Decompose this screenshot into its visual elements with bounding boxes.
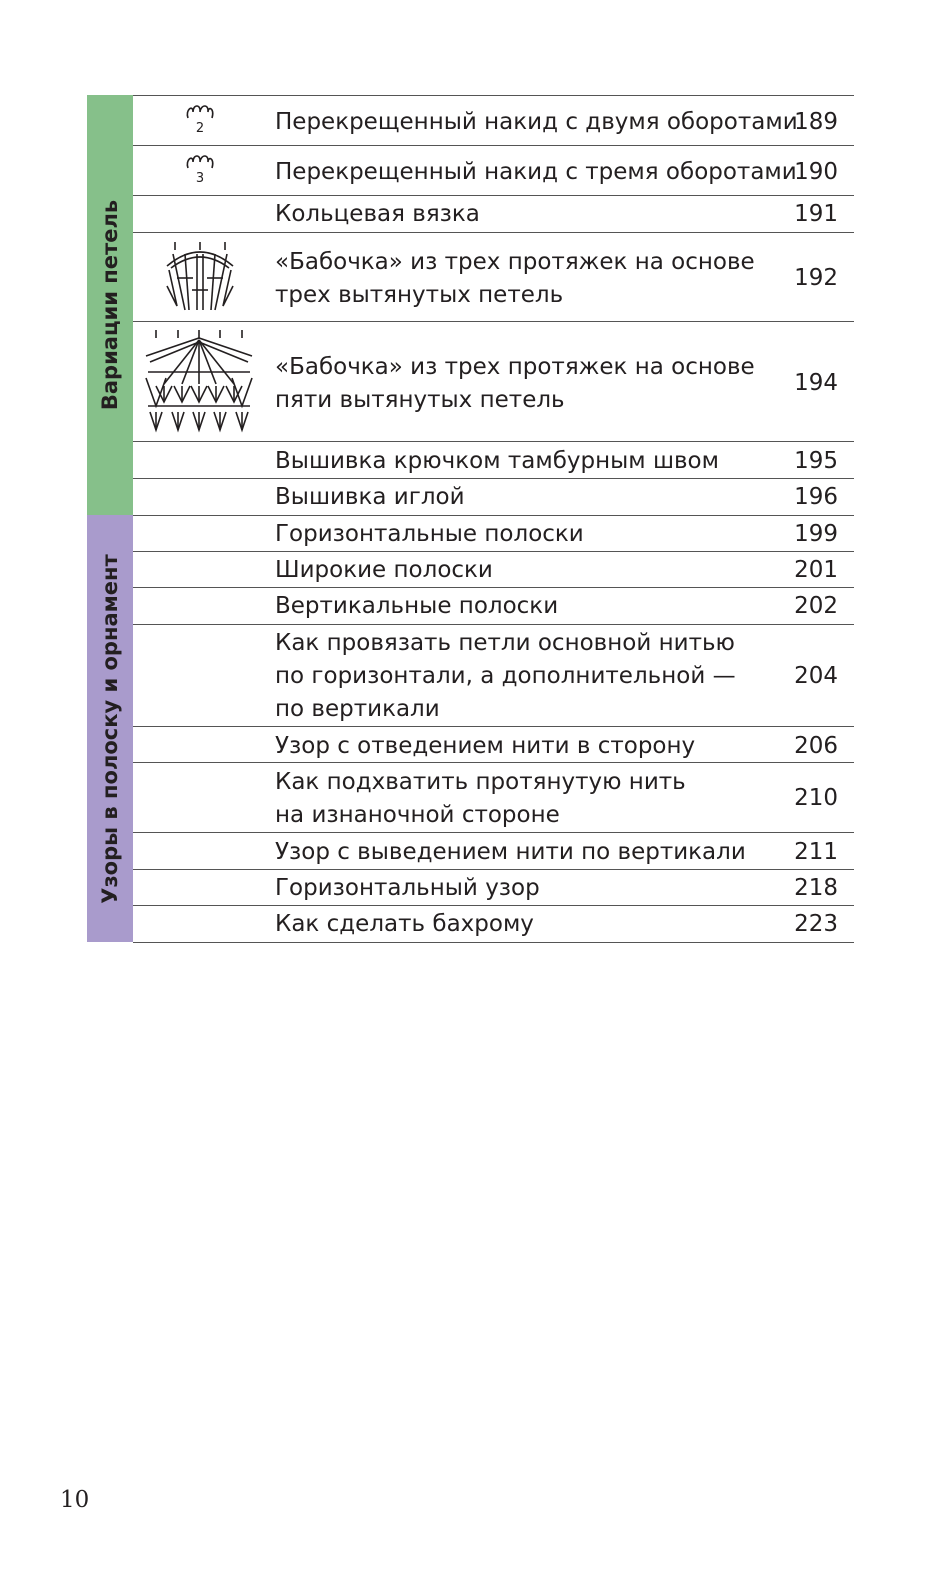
row-title: Горизонтальный узор bbox=[275, 875, 540, 901]
table-rule bbox=[133, 942, 854, 943]
row-title: Вышивка иглой bbox=[275, 484, 465, 510]
row-page: 192 bbox=[794, 265, 838, 291]
row-title: Вышивка крючком тамбурным швом bbox=[275, 448, 719, 474]
row-title: Как подхватить протянутую нить на изнаночной стороне bbox=[275, 769, 686, 828]
twisted-yarn-over-2-icon bbox=[184, 100, 216, 122]
table-rule bbox=[133, 95, 854, 96]
page-number: 10 bbox=[60, 1487, 90, 1513]
row-page: 211 bbox=[794, 839, 838, 865]
row-title: Вертикальные полоски bbox=[275, 593, 559, 619]
row-title: Кольцевая вязка bbox=[275, 201, 480, 227]
icon-turn-count: 3 bbox=[195, 171, 205, 186]
row-page: 195 bbox=[794, 448, 838, 474]
table-rule bbox=[133, 624, 854, 625]
butterfly-three-loops-icon bbox=[163, 240, 237, 316]
row-page: 190 bbox=[794, 159, 838, 185]
row-title: Как провязать петли основной нитью по горизонтали, а дополнительной — по вертикали bbox=[275, 630, 736, 722]
section-band-loop-variations bbox=[87, 95, 133, 515]
table-rule bbox=[133, 726, 854, 727]
table-rule bbox=[133, 232, 854, 233]
row-page: 204 bbox=[794, 663, 838, 689]
row-page: 196 bbox=[794, 484, 838, 510]
section-title-stripes-ornament: Узоры в полоску и орнамент bbox=[98, 553, 122, 904]
table-rule bbox=[133, 515, 854, 516]
row-page: 189 bbox=[794, 109, 838, 135]
row-title: «Бабочка» из трех протяжек на основе трех вытянутых петель bbox=[275, 249, 755, 308]
table-rule bbox=[133, 321, 854, 322]
row-page: 218 bbox=[794, 875, 838, 901]
row-title: Узор с отведением нити в сторону bbox=[275, 733, 696, 759]
table-rule bbox=[133, 478, 854, 479]
row-page: 202 bbox=[794, 593, 838, 619]
row-page: 206 bbox=[794, 733, 838, 759]
row-page: 199 bbox=[794, 521, 838, 547]
row-title: Перекрещенный накид с тремя оборотами bbox=[275, 159, 797, 185]
table-rule bbox=[133, 832, 854, 833]
row-title: Узор с выведением нити по вертикали bbox=[275, 839, 746, 865]
table-rule bbox=[133, 551, 854, 552]
row-page: 223 bbox=[794, 911, 838, 937]
row-page: 201 bbox=[794, 557, 838, 583]
row-page: 191 bbox=[794, 201, 838, 227]
table-rule bbox=[133, 441, 854, 442]
twisted-yarn-over-3-icon bbox=[184, 150, 216, 172]
row-title: Перекрещенный накид с двумя оборотами bbox=[275, 109, 798, 135]
table-rule bbox=[133, 905, 854, 906]
row-title: «Бабочка» из трех протяжек на основе пяти вытянутых петель bbox=[275, 354, 755, 413]
row-page: 194 bbox=[794, 370, 838, 396]
table-rule bbox=[133, 869, 854, 870]
row-title: Широкие полоски bbox=[275, 557, 493, 583]
table-rule bbox=[133, 587, 854, 588]
butterfly-five-loops-icon bbox=[144, 328, 254, 436]
section-title-loop-variations: Вариации петель bbox=[98, 199, 122, 411]
table-rule bbox=[133, 195, 854, 196]
row-title: Горизонтальные полоски bbox=[275, 521, 584, 547]
section-band-stripes-ornament bbox=[87, 515, 133, 942]
icon-turn-count: 2 bbox=[195, 121, 205, 136]
row-title: Как сделать бахрому bbox=[275, 911, 534, 937]
row-page: 210 bbox=[794, 785, 838, 811]
table-rule bbox=[133, 145, 854, 146]
